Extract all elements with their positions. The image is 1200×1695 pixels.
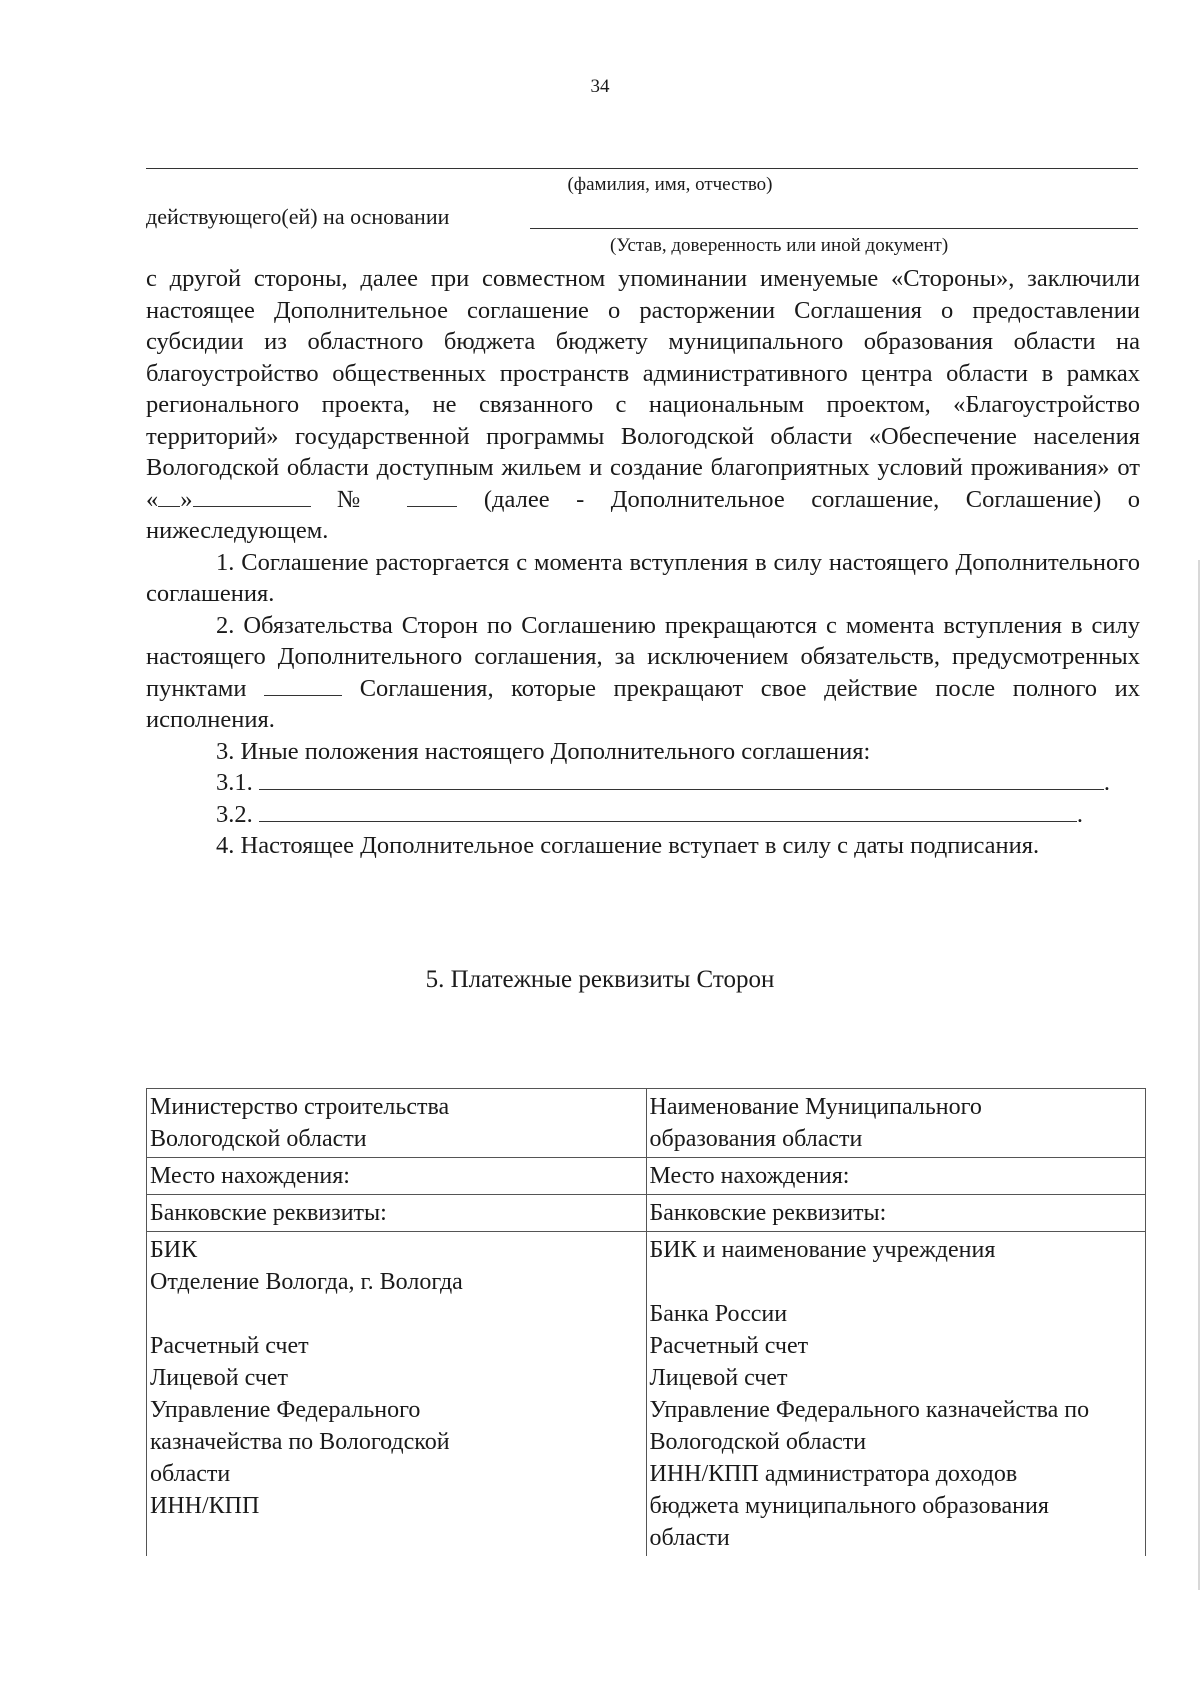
basis-label: действующего(ей) на основании (146, 204, 450, 229)
left-detail-line: Расчетный счет (150, 1333, 309, 1359)
right-detail-line: бюджета муниципального образования (649, 1493, 1049, 1519)
clause-2-end: Соглашения, которые прекращают свое действие после полного их исполнения. (146, 674, 1140, 733)
left-bank-cell: Банковские реквизиты: (147, 1195, 647, 1232)
clause-2 (146, 610, 1140, 736)
right-detail-line: Банка России (649, 1301, 788, 1327)
clause-1: 1. Соглашение расторгается с момента вступления в силу настоящего Дополнительного соглашения. (146, 548, 1140, 607)
table-row-name (147, 1089, 1146, 1158)
section-title: 5. Платежные реквизиты Сторон (425, 966, 775, 993)
left-detail-line: БИК (150, 1237, 198, 1263)
left-detail-line: Лицевой счет (150, 1365, 289, 1391)
basis-line (530, 228, 1138, 229)
right-location-cell: Место нахождения: (646, 1158, 1146, 1195)
table-row-bank (147, 1195, 1146, 1232)
date-day-blank (158, 486, 180, 507)
left-details-cell (147, 1232, 647, 1557)
left-detail-line: ИНН/КПП (150, 1493, 260, 1519)
right-name-line-1: Наименование Муниципального (649, 1094, 982, 1120)
date-month-blank (193, 486, 311, 507)
clause-2-start: 2. Обязательства Сторон по Соглашению прекращаются с момента вступления в силу настоящего Дополнительного соглашения, за исключением обязательств, предусмотренных пунктами (146, 611, 1140, 702)
left-detail-line: казначейства по Вологодской (150, 1429, 450, 1455)
left-name-cell (147, 1089, 647, 1158)
fio-caption: (фамилия, имя, отчество) (567, 174, 773, 195)
right-detail-line: Лицевой счет (649, 1365, 788, 1391)
clause-3-2-label: 3.2. (216, 800, 253, 828)
clause-2-blank (264, 675, 342, 696)
clause-3-1-label: 3.1. (216, 769, 253, 796)
right-detail-line: Управление Федерального казначейства по (649, 1397, 1090, 1423)
right-bank-cell: Банковские реквизиты: (646, 1195, 1146, 1232)
clause-3-1 (146, 767, 1140, 799)
right-name-cell (646, 1089, 1146, 1158)
left-location-cell: Место нахождения: (147, 1158, 647, 1195)
clause-3-2 (146, 799, 1140, 831)
basis-caption: (Устав, доверенность или иной документ) (610, 235, 949, 256)
right-detail-line: БИК и наименование учреждения (649, 1237, 996, 1263)
clause-3-1-blank (259, 769, 1104, 790)
clause-3-2-end: . (1076, 800, 1083, 828)
number-blank (407, 486, 457, 507)
left-name-line-2: Вологодской области (150, 1126, 367, 1152)
agreement-body (146, 263, 1140, 862)
right-detail-line: области (649, 1525, 730, 1551)
right-details-cell (646, 1232, 1146, 1557)
page-number: 34 (590, 76, 610, 97)
right-detail-line: ИНН/КПП администратора доходов (649, 1461, 1018, 1487)
table-row-location (147, 1158, 1146, 1195)
right-detail-line: Расчетный счет (649, 1333, 809, 1359)
table-row-details (147, 1232, 1146, 1557)
payment-details-table (146, 1088, 1146, 1556)
clause-4: 4. Настоящее Дополнительное соглашение вступает в силу с даты подписания. (216, 832, 1040, 859)
left-detail-line: Отделение Вологда, г. Вологда (150, 1269, 463, 1295)
right-detail-line (650, 1266, 1143, 1298)
clause-3-2-blank (259, 801, 1077, 822)
preamble-tail: (далее - Дополнительное соглашение, Соглашение) о нижеследующем. (146, 485, 1141, 544)
left-name-line-1: Министерство строительства (150, 1094, 450, 1120)
clause-3: 3. Иные положения настоящего Дополнительного соглашения: (216, 737, 871, 765)
number-sign: № (337, 485, 381, 513)
fio-line (146, 168, 1138, 169)
left-detail-line: Управление Федерального (150, 1397, 421, 1423)
left-detail-line (150, 1298, 643, 1330)
date-separator: » (180, 485, 193, 513)
right-name-line-2: образования области (649, 1126, 863, 1152)
preamble-paragraph (146, 263, 1140, 547)
right-detail-line: Вологодской области (649, 1429, 867, 1455)
preamble-text: с другой стороны, далее при совместном упоминании именуемые «Стороны», заключили настоящее Дополнительное соглашение о расторжении Соглашения о предоставлении субсидии из областного бюджета бюджету муниципального образования области на благоустройство общественных пространств административного центра области в рамках регионального проекта, не связанного с национальным проектом, «Благоустройство территорий» государственной программы Вологодской области «Обеспечение населения Вологодской области доступным жильем и создание благоприятных условий проживания» от « (146, 265, 1140, 513)
clause-3-1-end: . (1103, 769, 1110, 796)
left-detail-line: области (150, 1461, 231, 1487)
